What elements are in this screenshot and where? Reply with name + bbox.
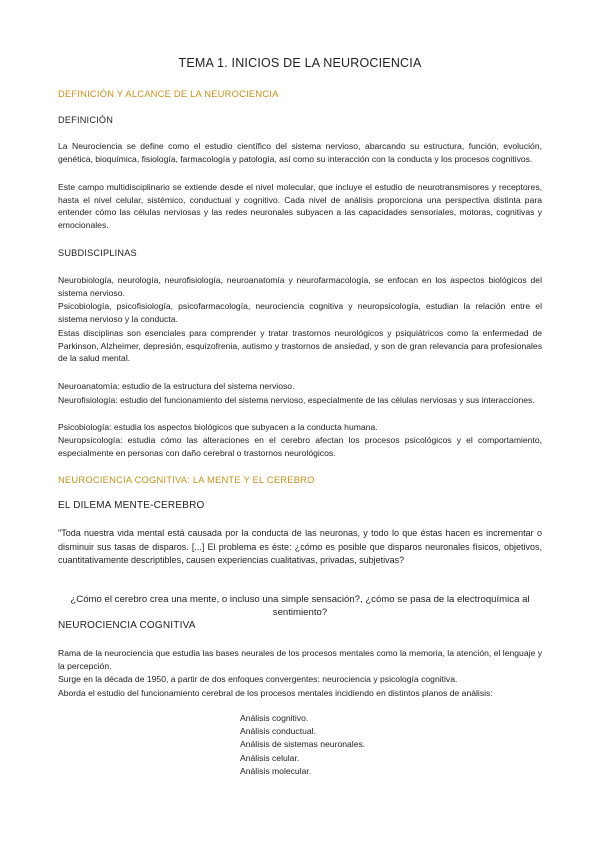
- subheading-dilema: EL DILEMA MENTE-CEREBRO: [58, 500, 205, 511]
- quote-dilema: "Toda nuestra vida mental está causada por la conducta de las neuronas, y todo lo que éstas hacen es incrementar o disminuir sus tasas de disparos. [...] El problema es éste: ¿cómo es posible que disparos neuronales físicos, objetivos, cuantitativamente descriptibles, causen experiencias cualitativas, privadas, subjetivas?: [58, 528, 542, 565]
- subheading-neurociencia-cognitiva: NEUROCIENCIA COGNITIVA: [58, 620, 196, 631]
- definition-neuroanatomia: Neuroanatomía: estudio de la estructura del sistema nervioso.: [58, 381, 295, 391]
- paragraph-subdisciplinas-2: Psicobiología, psicofisiología, psicofarmacología, neurociencia cognitiva y neuropsicología, estudian la relación entre el sistema nervioso y la conducta.: [58, 301, 542, 324]
- list-item: Análisis conductual.: [240, 726, 316, 737]
- analysis-levels-list: [240, 712, 365, 778]
- list-item: Análisis de sistemas neuronales.: [240, 739, 366, 750]
- section-heading-definicion-alcance: DEFINICIÓN Y ALCANCE DE LA NEUROCIENCIA: [58, 88, 279, 99]
- paragraph-subdisciplinas-1: Neurobiología, neurología, neurofisiología, neuroanatomía y neurofarmacología, se enfocan en los aspectos biológicos del sistema nervioso.: [58, 275, 542, 298]
- paragraph-cognitiva-1: Rama de la neurociencia que estudia las bases neurales de los procesos mentales como la memoria, la atención, el lenguaje y la percepción.: [58, 648, 542, 671]
- section-heading-neurociencia-cognitiva: NEUROCIENCIA COGNITIVA: LA MENTE Y EL CEREBRO: [58, 474, 315, 485]
- subheading-definicion: DEFINICIÓN: [58, 115, 114, 125]
- subheading-subdisciplinas: SUBDISCIPLINAS: [58, 248, 137, 258]
- list-item: Análisis cognitivo.: [240, 713, 309, 723]
- paragraph-subdisciplinas-3: Estas disciplinas son esenciales para comprender y tratar trastornos neurológicos y psiquiátricos como la enfermedad de Parkinson, Alzheimer, depresión, esquizofrenia, autismo y trastornos de ansiedad, y son de gran relevancia para profesionales de la salud mental.: [58, 328, 542, 364]
- question-dilema: ¿Cómo el cerebro crea una mente, o incluso una simple sensación?, ¿cómo se pasa de la electroquímica al sentimiento?: [70, 594, 530, 618]
- list-item: Análisis celular.: [240, 752, 300, 763]
- page-title: TEMA 1. INICIOS DE LA NEUROCIENCIA: [178, 56, 422, 70]
- definition-neurofisiologia: Neurofisiología: estudio del funcionamiento del sistema nervioso, especialmente de las células nerviosas y sus interacciones.: [58, 395, 535, 405]
- paragraph-definicion-1: La Neurociencia se define como el estudio científico del sistema nervioso, abarcando su estructura, función, evolución, genética, bioquímica, fisiología, farmacología y patología, así como su interacción con la conducta y los procesos cognitivos.: [58, 141, 542, 164]
- list-item: Análisis molecular.: [240, 765, 312, 776]
- definition-psicobiologia: Psicobiología: estudia los aspectos biológicos que subyacen a la conducta humana.: [58, 422, 378, 432]
- definition-neuropsicologia: Neuropsicología: estudia cómo las alteraciones en el cerebro afectan los procesos psicológicos y el comportamiento, especialmente en personas con daño cerebral o trastornos neurológicos.: [58, 435, 542, 458]
- paragraph-cognitiva-3: Aborda el estudio del funcionamiento cerebral de los procesos mentales incidiendo en distintos planos de análisis:: [58, 688, 493, 698]
- paragraph-definicion-2: Este campo multidisciplinario se extiende desde el nivel molecular, que incluye el estudio de neurotransmisores y receptores, hasta el nivel celular, sistémico, conductual y cognitivo. Cada nivel de análisis proporciona una perspectiva distinta para entender cómo las células nerviosas y las redes neuronales subyacen a las capacidades sensoriales, motoras, cognitivas y emocionales.: [58, 182, 542, 230]
- paragraph-cognitiva-2: Surge en la década de 1950, a partir de dos enfoques convergentes: neurociencia y psicología cognitiva.: [58, 674, 458, 684]
